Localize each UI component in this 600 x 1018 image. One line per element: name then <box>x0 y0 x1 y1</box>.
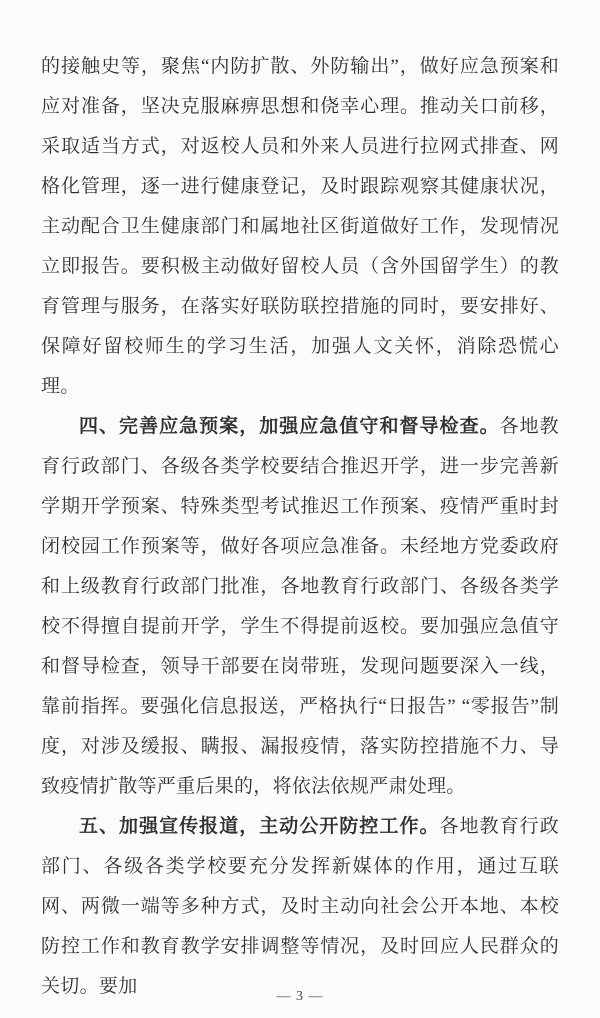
page-footer <box>0 989 600 1005</box>
paragraph <box>41 47 559 407</box>
section-heading: 五、加强宣传报道，主动公开防控工作。 <box>79 816 440 837</box>
document-body <box>41 47 559 1007</box>
paragraph <box>41 807 559 1007</box>
text-segment: 各地教育行政部门、各级各类学校要充分发挥新媒体的作用，通过互联网、两微一端等多种方式，及时主动向社会公开本地、本校防控工作和教育教学安排调整等情况，及时回应人民群众的关切。要加 <box>41 816 559 997</box>
page-number: — 3 — <box>276 989 324 1004</box>
section-heading: 四、完善应急预案，加强应急值守和督导检查。 <box>79 416 500 437</box>
text-segment: 各地教育行政部门、各级各类学校要结合推迟开学，进一步完善新学期开学预案、特殊类型考试推迟工作预案、疫情严重时封闭校园工作预案等，做好各项应急准备。未经地方党委政府和上级教育行政部门批准，各地教育行政部门、各级各类学校不得擅自提前开学，学生不得提前返校。要加强应急值守和督导检查，领导干部要在岗带班，发现问题要深入一线，靠前指挥。要强化信息报送，严格执行“日报告” “零报告”制度，对涉及缓报、瞒报、漏报疫情，落实防控措施不力、导致疫情扩散等严重后果的，将依法依规严肃处理。 <box>41 416 559 797</box>
text-segment: 的接触史等，聚焦“内防扩散、外防输出”，做好应急预案和应对准备，坚决克服麻痹思想和侥幸心理。推动关口前移，采取适当方式，对返校人员和外来人员进行拉网式排查、网格化管理，逐一进行健康登记，及时跟踪观察其健康状况，主动配合卫生健康部门和属地社区街道做好工作，发现情况立即报告。要积极主动做好留校人员（含外国留学生）的教育管理与服务，在落实好联防联控措施的同时，要安排好、保障好留校师生的学习生活，加强人文关怀，消除恐慌心理。 <box>41 56 559 397</box>
paragraph <box>41 407 559 807</box>
